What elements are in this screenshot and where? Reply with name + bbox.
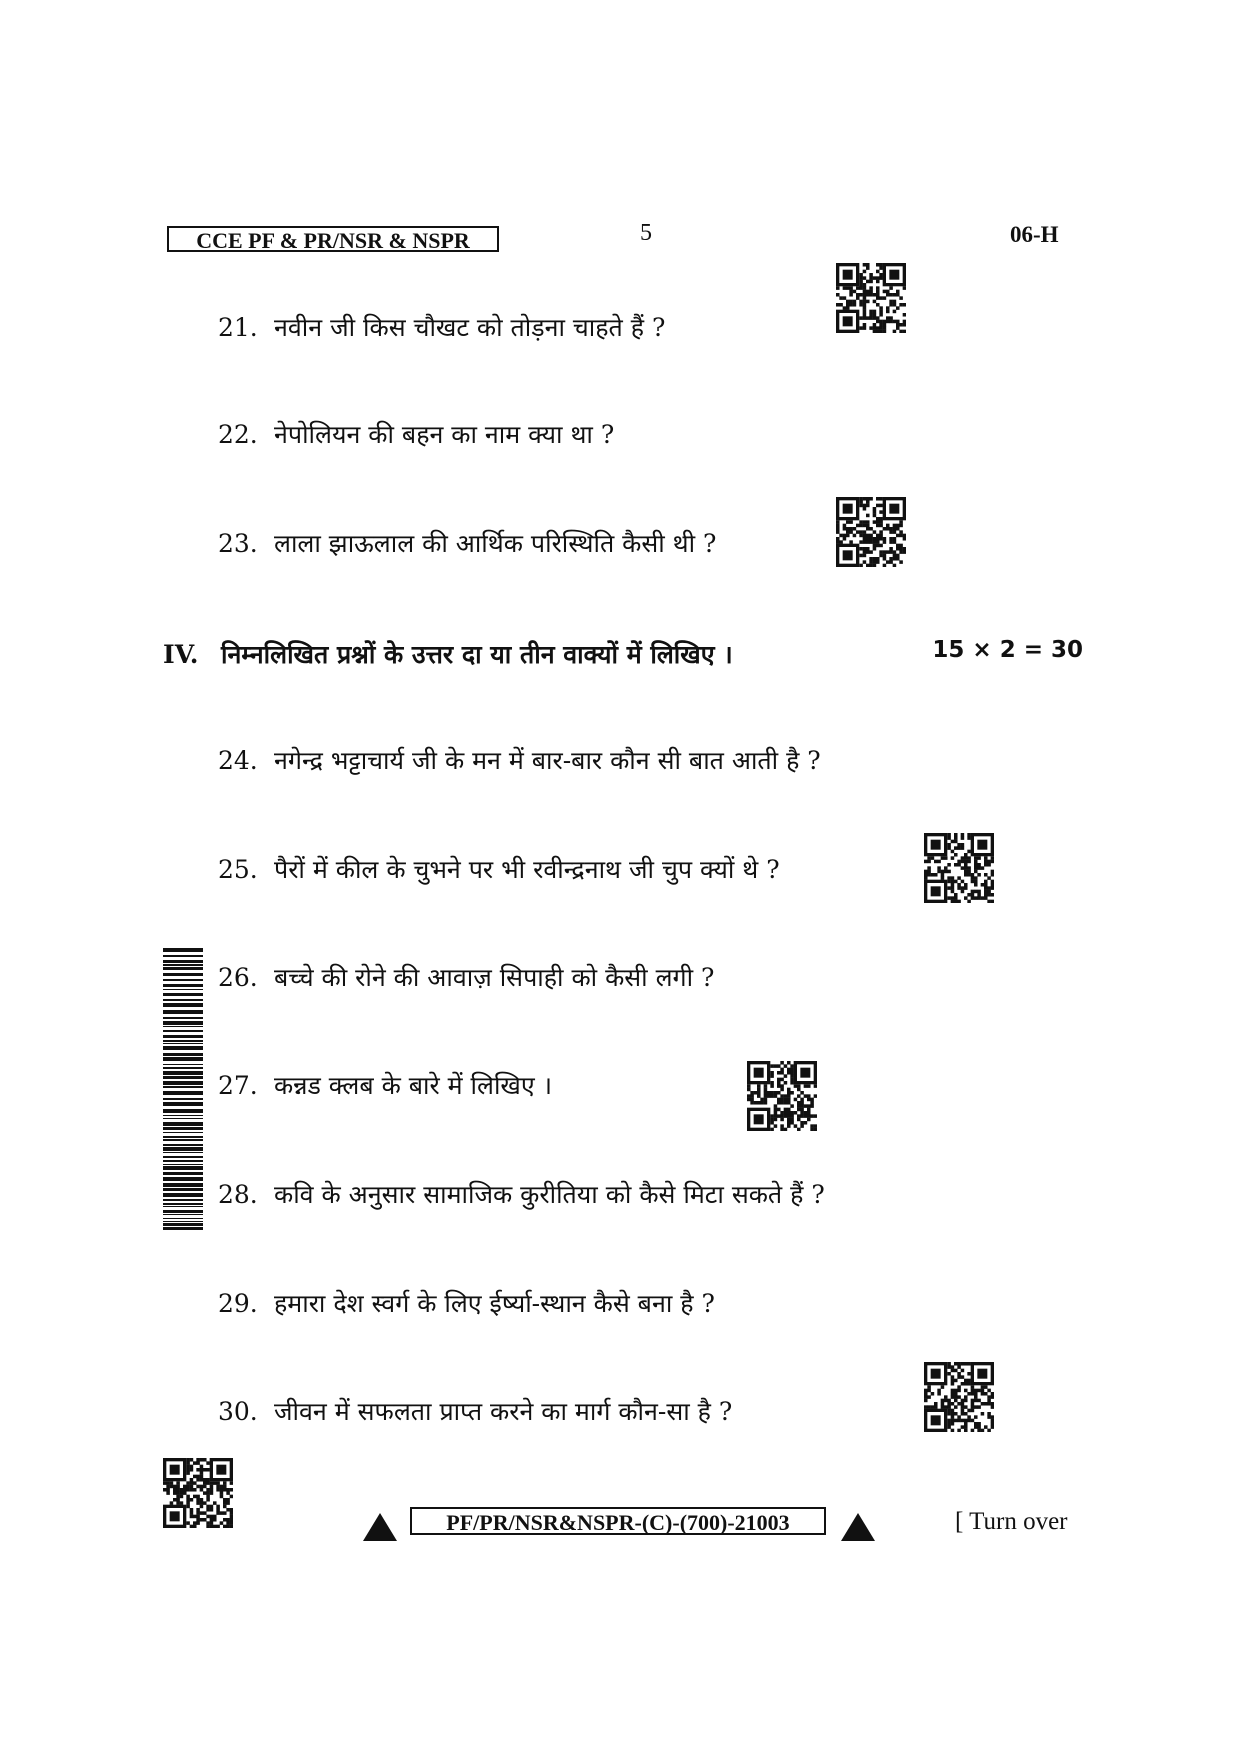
turn-over-text: [ Turn over bbox=[955, 1508, 1068, 1535]
question-text: पैरों में कील के चुभने पर भी रवीन्द्रनाथ जी चुप क्यों थे ? bbox=[274, 855, 780, 884]
section-marks: 15 × 2 = 30 bbox=[932, 637, 1083, 663]
question-text: बच्चे की रोने की आवाज़ सिपाही को कैसी लगी ? bbox=[274, 963, 715, 992]
paper-code: 06-H bbox=[1010, 222, 1059, 247]
question-number: 29. bbox=[218, 1289, 258, 1318]
question-24 bbox=[218, 744, 918, 778]
question-number: 24. bbox=[218, 746, 258, 775]
question-number: 28. bbox=[218, 1180, 258, 1209]
question-number: 21. bbox=[218, 313, 258, 342]
section-roman-numeral: IV. bbox=[163, 640, 199, 669]
exam-code-box: CCE PF & PR/NSR & NSPR bbox=[167, 226, 499, 252]
question-text: नगेन्द्र भट्टाचार्य जी के मन में बार-बार कौन सी बात आती है ? bbox=[274, 746, 821, 775]
qr-code-icon bbox=[836, 497, 906, 567]
section-heading bbox=[163, 637, 1083, 671]
qr-code-icon bbox=[163, 1458, 233, 1528]
question-number: 27. bbox=[218, 1071, 258, 1100]
barcode-icon bbox=[163, 948, 203, 1230]
question-23 bbox=[218, 527, 918, 561]
qr-code-icon bbox=[924, 1362, 994, 1432]
section-instruction: निम्नलिखित प्रश्नों के उत्तर दा या तीन वाक्यों में लिखिए । bbox=[221, 640, 733, 669]
page-number: 5 bbox=[640, 220, 652, 246]
question-29 bbox=[218, 1287, 918, 1321]
question-text: हमारा देश स्वर्ग के लिए ईर्ष्या-स्थान कैसे बना है ? bbox=[274, 1289, 715, 1318]
question-30 bbox=[218, 1395, 918, 1429]
question-number: 23. bbox=[218, 529, 258, 558]
footer-code-box: PF/PR/NSR&NSPR-(C)-(700)-21003 bbox=[410, 1507, 826, 1535]
question-28 bbox=[218, 1178, 918, 1212]
question-text: कवि के अनुसार सामाजिक कुरीतिया को कैसे मिटा सकते हैं ? bbox=[274, 1180, 825, 1209]
question-25 bbox=[218, 853, 918, 887]
triangle-marker-icon bbox=[841, 1513, 875, 1541]
qr-code-icon bbox=[924, 833, 994, 903]
question-number: 30. bbox=[218, 1397, 258, 1426]
question-text: नेपोलियन की बहन का नाम क्या था ? bbox=[274, 420, 615, 449]
triangle-marker-icon bbox=[363, 1513, 397, 1541]
qr-code-icon bbox=[747, 1061, 817, 1131]
question-text: जीवन में सफलता प्राप्त करने का मार्ग कौन-सा है ? bbox=[274, 1397, 733, 1426]
question-text: कन्नड क्लब के बारे में लिखिए । bbox=[274, 1071, 553, 1100]
qr-code-icon bbox=[836, 263, 906, 333]
question-26 bbox=[218, 961, 918, 995]
question-number: 25. bbox=[218, 855, 258, 884]
question-text: नवीन जी किस चौखट को तोड़ना चाहते हैं ? bbox=[274, 313, 666, 342]
question-21 bbox=[218, 311, 918, 345]
question-text: लाला झाऊलाल की आर्थिक परिस्थिति कैसी थी ? bbox=[274, 529, 717, 558]
question-number: 22. bbox=[218, 420, 258, 449]
question-number: 26. bbox=[218, 963, 258, 992]
question-22 bbox=[218, 418, 918, 452]
